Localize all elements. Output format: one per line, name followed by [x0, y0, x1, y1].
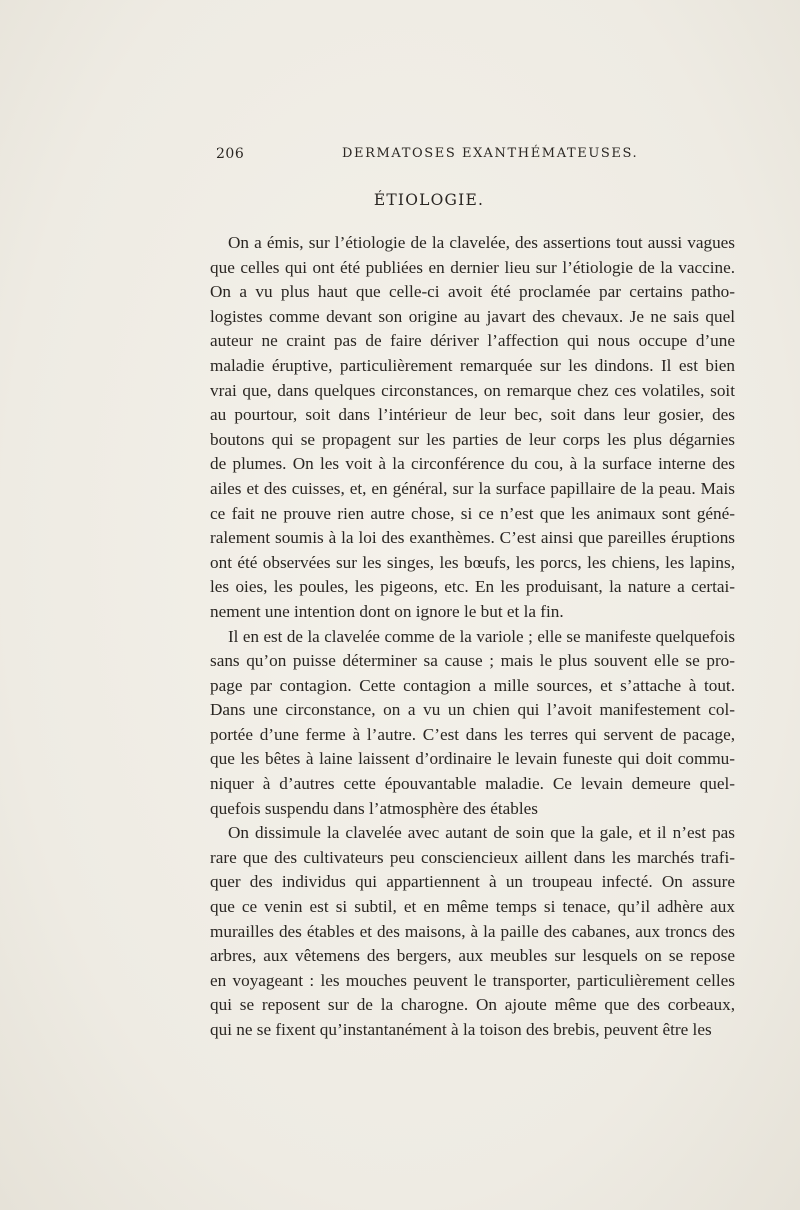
text-line: ont été observées sur les singes, les bœufs, les porcs, les chiens, les lapins, — [210, 552, 735, 572]
text-line: que les bêtes à laine laissent d’ordinaire le levain funeste qui doit commu- — [210, 749, 735, 769]
text-line: page par contagion. Cette contagion a mille sources, et s’attache à tout. — [210, 675, 735, 695]
text-line: que celles qui ont été publiées en dernier lieu sur l’étiologie de la vaccine. — [210, 257, 735, 277]
text-line: au pourtour, soit dans l’intérieur de leur bec, soit dans leur gosier, des — [210, 405, 735, 425]
text-line: de plumes. On les voit à la circonférence du cou, à la surface interne des — [210, 454, 735, 474]
text-line: murailles des étables et des maisons, à la paille des cabanes, aux troncs des — [210, 921, 735, 941]
body-text — [210, 231, 735, 1043]
section-title: ÉTIOLOGIE. — [373, 191, 485, 209]
text-line: arbres, aux vêtemens des bergers, aux meubles sur lesquels on se repose — [210, 946, 735, 966]
text-line: On a émis, sur l’étiologie de la clavelée, des assertions tout aussi vagues — [228, 233, 735, 252]
page-number: 206 — [216, 146, 245, 162]
text-line: en voyageant : les mouches peuvent le transporter, particulièrement celles — [210, 970, 735, 990]
text-line: les oies, les poules, les pigeons, etc. En les produisant, la nature a certai- — [210, 577, 735, 597]
text-line: qui se reposent sur de la charogne. On ajoute même que des corbeaux, — [210, 995, 735, 1015]
text-line: rare que des cultivateurs peu consciencieux aillent dans les marchés trafi- — [210, 847, 735, 867]
paragraph — [210, 231, 735, 625]
text-line: vrai que, dans quelques circonstances, on remarque chez ces volatiles, soit — [210, 380, 735, 400]
paragraph — [210, 625, 735, 822]
text-line: qui ne se fixent qu’instantanément à la toison des brebis, peuvent être les — [210, 1020, 712, 1039]
text-line: nement une intention dont on ignore le but et la fin. — [210, 601, 564, 621]
text-line: On a vu plus haut que celle-ci avoit été proclamée par certains patho- — [210, 282, 735, 302]
running-head: DERMATOSES EXANTHÉMATEUSES. — [342, 146, 639, 161]
text-line: quer des individus qui appartiennent à un troupeau infecté. On assure — [210, 872, 735, 892]
text-line: On dissimule la clavelée avec autant de soin que la gale, et il n’est pas — [228, 823, 735, 843]
text-line: maladie éruptive, particulièrement remarquée sur les dindons. Il est bien — [210, 355, 735, 375]
paragraph — [210, 821, 735, 1042]
text-line: portée d’une ferme à l’autre. C’est dans les terres qui servent de pacage, — [210, 724, 735, 744]
page-header — [210, 146, 730, 166]
text-line: boutons qui se propagent sur les parties de leur corps les plus dégarnies — [210, 429, 735, 449]
text-line: quefois suspendu dans l’atmosphère des étables — [210, 798, 538, 818]
text-line: ralement soumis à la loi des exanthèmes. C’est ainsi que pareilles éruptions — [210, 528, 735, 548]
text-line: ce fait ne prouve rien autre chose, si ce n’est que les animaux sont géné- — [210, 503, 735, 523]
text-line: niquer à d’autres cette épouvantable maladie. Ce levain demeure quel- — [210, 774, 735, 794]
text-line: Dans une circonstance, on a vu un chien qui l’avoit manifestement col- — [210, 700, 735, 720]
text-line: auteur ne craint pas de faire dériver l’affection qui nous occupe d’une — [210, 331, 735, 351]
text-line: logistes comme devant son origine au javart des chevaux. Je ne sais quel — [210, 306, 735, 326]
text-line: sans qu’on puisse déterminer sa cause ; mais le plus souvent elle se pro- — [210, 651, 735, 671]
text-line: Il en est de la clavelée comme de la variole ; elle se manifeste quelquefois — [228, 626, 735, 646]
text-line: ailes et des cuisses, et, en général, sur la surface papillaire de la peau. Mais — [210, 478, 735, 498]
text-line: que ce venin est si subtil, et en même temps si tenace, qu’il adhère aux — [210, 897, 735, 917]
